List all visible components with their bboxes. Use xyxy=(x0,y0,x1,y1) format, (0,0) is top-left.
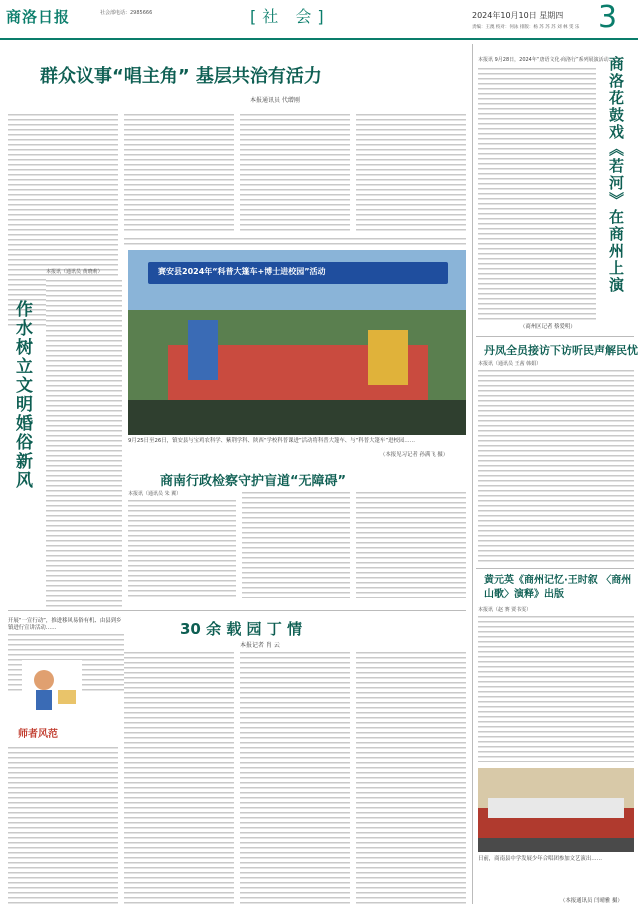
right-column-divider xyxy=(472,44,473,904)
section-title: [社 会] xyxy=(250,7,330,26)
photo-illustration xyxy=(128,250,466,435)
photo-banner: 赛安县2024年“科普大篷车+博士进校园”活动 xyxy=(158,267,326,276)
middle-headline: 商南行政检察守护盲道“无障碍” xyxy=(160,474,347,489)
right-bottom-credit: （本报通讯员 闫晴雅 摄） xyxy=(560,898,623,904)
masthead-sub: 社会部电话：2985666 xyxy=(100,10,153,16)
lead-body-col5 xyxy=(124,236,466,246)
choir-photo xyxy=(478,768,634,852)
right-story1-body xyxy=(478,66,596,321)
bottom-body-col4 xyxy=(356,650,466,907)
right-story2-headline: 丹凤全员接访下访听民声解民忧 xyxy=(484,344,638,357)
event-photo xyxy=(128,250,466,435)
left-feature-body xyxy=(46,278,122,608)
bottom-divider xyxy=(8,610,466,611)
photo-credit: （本报见习记者 孙满飞 摄） xyxy=(380,452,449,458)
right-story3-byline: 本报讯（赵 赛 贾书雯） xyxy=(478,607,532,613)
middle-body-col3 xyxy=(356,490,466,598)
teacher-icon xyxy=(22,660,82,720)
issue-date: 2024年10月10日 星期四 xyxy=(472,11,564,20)
right-story2-body xyxy=(478,368,634,564)
middle-body-col2 xyxy=(242,490,350,598)
right-vertical-headline: 商洛花鼓戏《若河》在商州上演 xyxy=(607,56,625,294)
bottom-byline: 本报记者 肖 云 xyxy=(240,642,280,649)
lead-body-col2 xyxy=(124,112,234,232)
masthead-nav: 责编：王澳 校对：何泳 排版：杨 苏 苏 苏 刘 林 雯 乐 xyxy=(472,25,580,30)
right-divider-1 xyxy=(476,336,634,337)
page-number: 3 xyxy=(598,0,618,35)
left-feature-byline: 本报讯（通讯员 黄晓莉） xyxy=(46,269,103,275)
masthead-rule xyxy=(0,38,638,40)
sidebar-title: 师者风范 xyxy=(18,729,58,740)
right-bottom-caption: 日前，商南县中学发展少年合唱团参加文艺演出…… xyxy=(478,856,602,862)
right-story3-body xyxy=(478,614,634,762)
right-story3-headline: 黄元英《商州记忆·王时叙 〈商州山歌〉演释》出版 xyxy=(484,575,632,600)
right-story2-byline: 本报讯（通讯员 王茜 韩娟） xyxy=(478,361,542,367)
lead-body-col3 xyxy=(240,112,350,232)
bottom-headline: 30 余 载 园 丁 情 xyxy=(180,620,302,638)
left-feature-excerpt: 开展“一宣行动”，推进移风易俗有机、由县到乡镇进行宣讲活动…… xyxy=(8,618,122,631)
middle-body-col1 xyxy=(128,498,236,598)
middle-byline: 本报讯（通讯员 朱 翼） xyxy=(128,491,182,497)
left-feature-headline: 作水树立文明婚俗新风 xyxy=(12,300,32,490)
photo-caption: 9月25日至26日，镇安县与宝鸡农科学、紫荆学科、陕西“学校科普课进”活动将科普大篷车、与“科普大篷车”进校园…… xyxy=(128,438,416,444)
bottom-body-col3 xyxy=(240,650,350,907)
choir-illustration xyxy=(478,768,634,852)
bottom-body-col2 xyxy=(124,650,234,907)
masthead-logo: 商洛日报 xyxy=(6,8,71,26)
lead-headline: 群众议事“唱主角” 基层共治有活力 xyxy=(40,66,322,87)
lead-body-col4 xyxy=(356,112,466,232)
right-byline: 本报讯 9月28日，2024年“唐语文化·商洛行”系列展演活动…… xyxy=(478,57,619,63)
sidebar-illustration xyxy=(22,660,82,720)
right-credit: （商州区记者 蔡爱明） xyxy=(520,324,576,330)
bottom-body-col1 xyxy=(8,745,118,907)
right-divider-2 xyxy=(476,568,634,569)
lead-byline: 本报通讯员 代缯刚 xyxy=(250,97,300,104)
